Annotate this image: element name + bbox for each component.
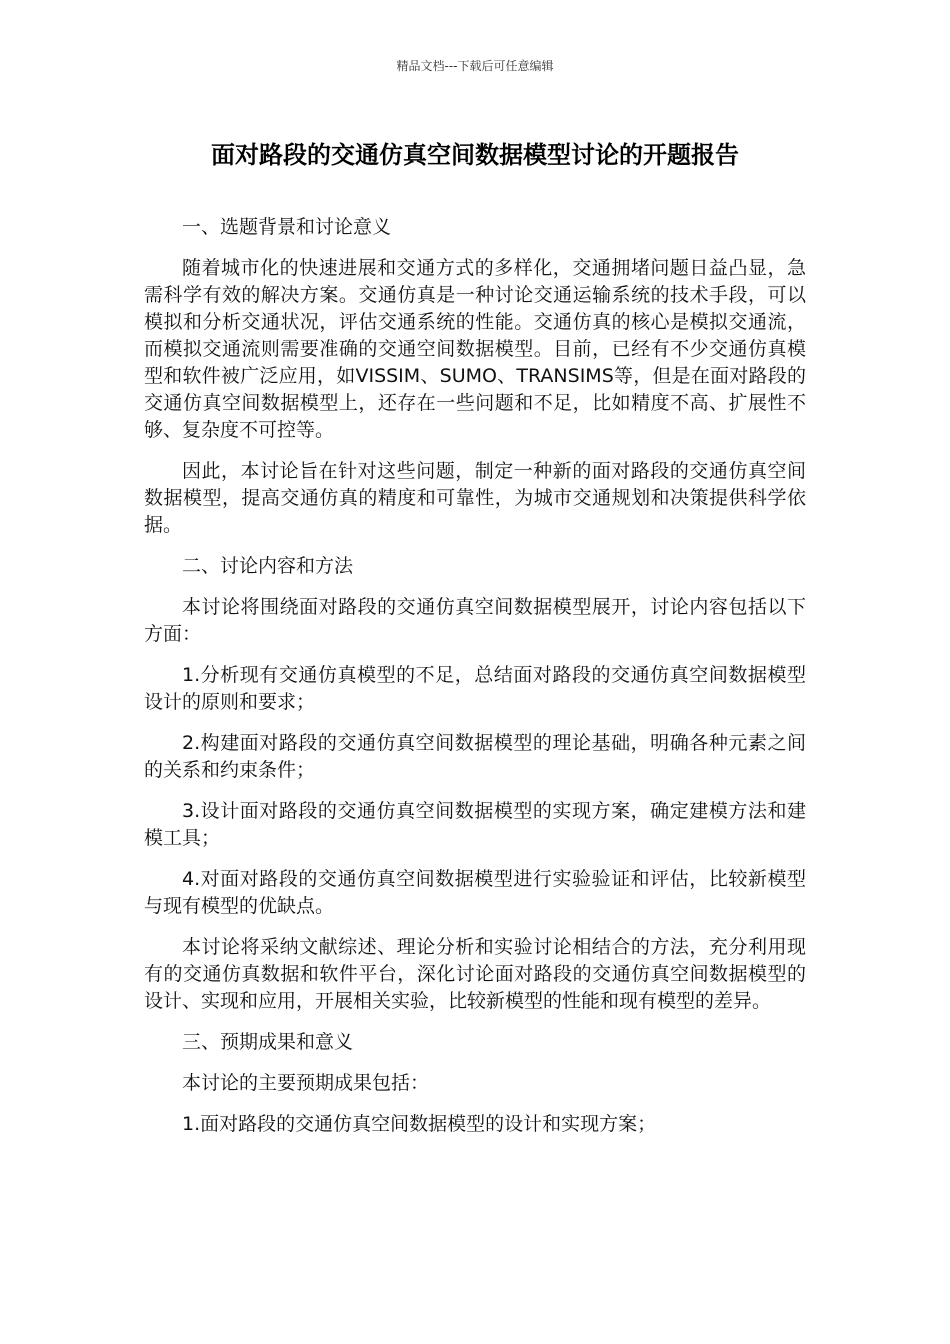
page-header: 精品文档---下载后可任意编辑 <box>396 59 554 73</box>
paragraph-methods: 本讨论将采纳文献综述、理论分析和实验讨论相结合的方法，充分利用现有的交通仿真数据和软件平台，深化讨论面对路段的交通仿真空间数据模型的设计、实现和应用，开展相关实验，比较新模型的性能和现有模型的差异。 <box>144 936 806 1012</box>
section-heading-1: 一、选题背景和讨论意义 <box>182 216 392 238</box>
paragraph-purpose: 因此，本讨论旨在针对这些问题，制定一种新的面对路段的交通仿真空间数据模型，提高交通仿真的精度和可靠性，为城市交通规划和决策提供科学依据。 <box>144 460 806 536</box>
paragraph-outcomes-intro: 本讨论的主要预期成果包括： <box>182 1072 430 1094</box>
paragraph-background: 随着城市化的快速进展和交通方式的多样化，交通拥堵问题日益凸显，急需科学有效的解决方案。交通仿真是一种讨论交通运输系统的技术手段，可以模拟和分析交通状况，评估交通系统的性能。交通仿真的核心是模拟交通流，而模拟交通流则需要准确的交通空间数据模型。目前，已经有不少交通仿真模型和软件被广泛应用，如VISSIM、SUMO、TRANSIMS等，但是在面对路段的交通仿真空间数据模型上，还存在一些问题和不足，比如精度不高、扩展性不够、复杂度不可控等。 <box>144 257 806 441</box>
document-title: 面对路段的交通仿真空间数据模型讨论的开题报告 <box>211 141 739 169</box>
section-heading-3: 三、预期成果和意义 <box>182 1031 354 1053</box>
list-item-outcome-1: 1.面对路段的交通仿真空间数据模型的设计和实现方案； <box>182 1113 657 1135</box>
paragraph-content-intro: 本讨论将围绕面对路段的交通仿真空间数据模型展开，讨论内容包括以下方面： <box>144 596 806 645</box>
list-item-content-4: 4.对面对路段的交通仿真空间数据模型进行实验验证和评估，比较新模型与现有模型的优缺点。 <box>144 868 806 917</box>
document-body <box>144 214 806 1152</box>
section-heading-2: 二、讨论内容和方法 <box>182 555 354 577</box>
list-item-content-3: 3.设计面对路段的交通仿真空间数据模型的实现方案，确定建模方法和建模工具； <box>144 800 806 849</box>
list-item-content-2: 2.构建面对路段的交通仿真空间数据模型的理论基础，明确各种元素之间的关系和约束条件； <box>144 732 806 781</box>
list-item-content-1: 1.分析现有交通仿真模型的不足，总结面对路段的交通仿真空间数据模型设计的原则和要求； <box>144 664 806 713</box>
